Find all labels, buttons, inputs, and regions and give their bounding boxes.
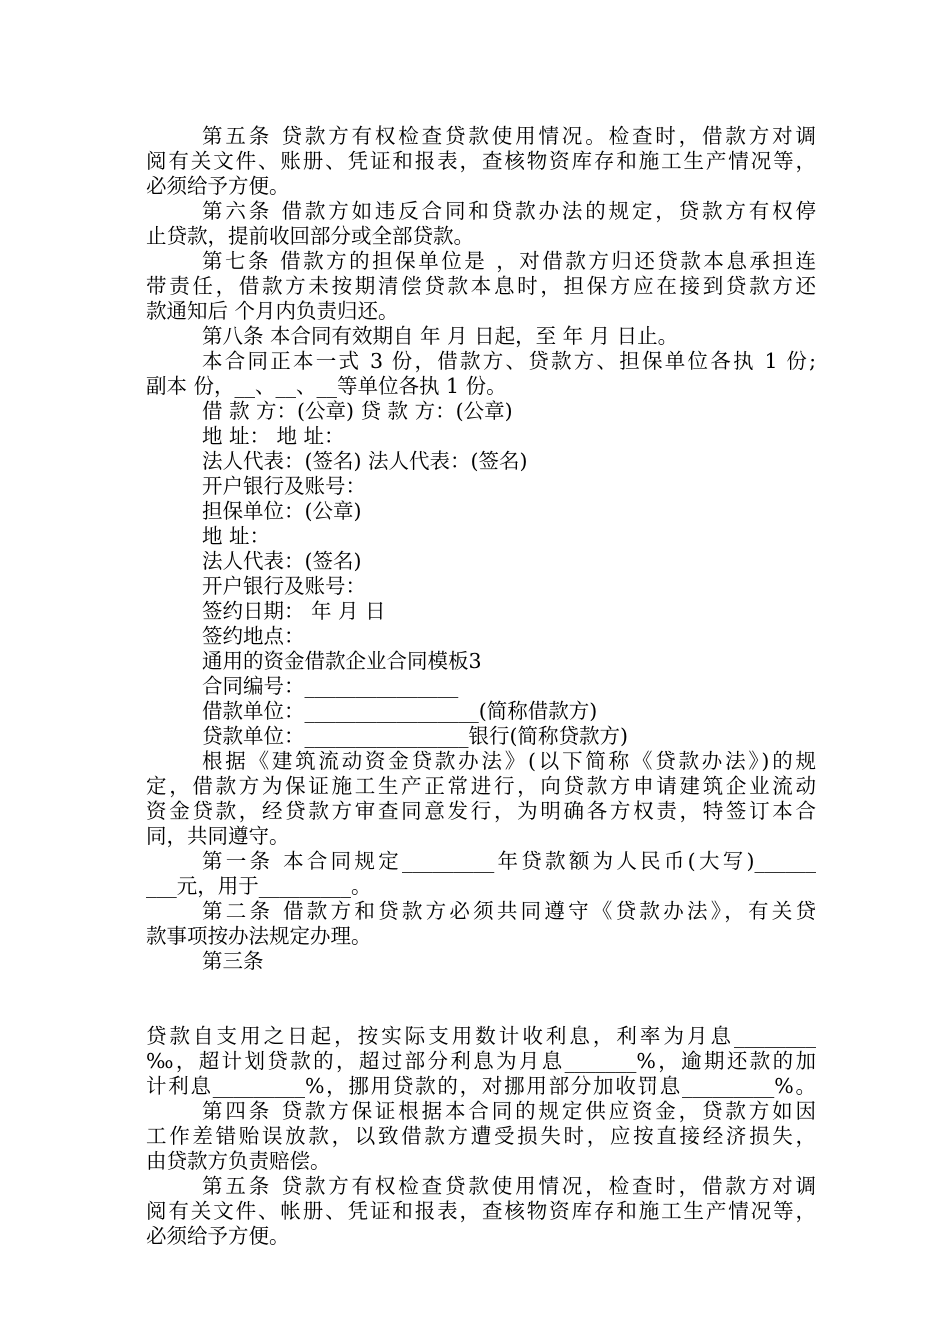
text-line: 合同编号：_______________ — [202, 674, 459, 698]
text-line: 阅有关文件、帐册、凭证和报表，查核物资库存和施工生产情况等， — [146, 1199, 816, 1223]
text-line: 第五条 贷款方有权检查贷款使用情况，检查时，借款方对调 — [202, 1174, 816, 1198]
text-line: 担保单位：(公章) — [202, 499, 362, 523]
text-line: 签约地点： — [202, 624, 305, 648]
text-line: 第八条 本合同有效期自 年 月 日起，至 年 月 日止。 — [202, 324, 679, 348]
text-line: 法人代表：(签名) 法人代表：(签名) — [202, 449, 528, 473]
text-line: 资金贷款，经贷款方审查同意发行，为明确各方权责，特签订本合 — [146, 799, 816, 823]
text-line: ‰，超计划贷款的，超过部分利息为月息_______%，逾期还款的加 — [146, 1049, 816, 1073]
text-line: 阅有关文件、账册、凭证和报表，查核物资库存和施工生产情况等， — [146, 149, 816, 173]
text-line: 计利息_________%，挪用贷款的，对挪用部分加收罚息_________%。 — [146, 1074, 816, 1098]
text-line: 副本 份，__、__、__等单位各执 1 份。 — [146, 374, 507, 398]
text-line: 地 址： 地 址： — [202, 424, 345, 448]
text-line: 带责任，借款方未按期清偿贷款本息时，担保方应在接到贷款方还 — [146, 274, 816, 298]
text-line: 款事项按办法规定办理。 — [146, 924, 372, 948]
text-line: 第七条 借款方的担保单位是 ，对借款方归还贷款本息承担连 — [202, 249, 816, 273]
text-line: 法人代表：(签名) — [202, 549, 362, 573]
text-line: ___元，用于_________。 — [146, 874, 372, 898]
text-line: 同，共同遵守。 — [146, 824, 290, 848]
text-line: 第六条 借款方如违反合同和贷款办法的规定，贷款方有权停 — [202, 199, 816, 223]
text-line: 第五条 贷款方有权检查贷款使用情况。检查时，借款方对调 — [202, 124, 816, 148]
text-line: 开户银行及账号： — [202, 574, 366, 598]
text-line: 根据《建筑流动资金贷款办法》(以下简称《贷款办法》)的规 — [202, 749, 816, 773]
text-line: 必须给予方便。 — [146, 1224, 290, 1248]
text-line: 工作差错贻误放款，以致借款方遭受损失时，应按直接经济损失， — [146, 1124, 816, 1148]
text-line: 开户银行及账号： — [202, 474, 366, 498]
text-line: 借款单位：_________________(简称借款方) — [202, 699, 598, 723]
text-line: 本合同正本一式 3 份，借款方、贷款方、担保单位各执 1 份; — [202, 349, 816, 373]
text-line: 贷款单位：________________银行(简称贷款方) — [202, 724, 628, 748]
text-line: 借 款 方：(公章) 贷 款 方：(公章) — [202, 399, 513, 423]
text-line: 贷款自支用之日起，按实际支用数计收利息，利率为月息________ — [146, 1024, 816, 1048]
text-line: 第三条 — [202, 949, 264, 973]
text-line: 由贷款方负责赔偿。 — [146, 1149, 331, 1173]
text-line: 款通知后 个月内负责归还。 — [146, 299, 399, 323]
section-heading: 通用的资金借款企业合同模板3 — [202, 649, 482, 673]
text-line: 止贷款，提前收回部分或全部贷款。 — [146, 224, 474, 248]
text-line: 第二条 借款方和贷款方必须共同遵守《贷款办法》，有关贷 — [202, 899, 816, 923]
text-line: 第四条 贷款方保证根据本合同的规定供应资金，贷款方如因 — [202, 1099, 816, 1123]
text-line: 地 址： — [202, 524, 271, 548]
text-line: 定，借款方为保证施工生产正常进行，向贷款方申请建筑企业流动 — [146, 774, 816, 798]
text-line: 签约日期： 年 月 日 — [202, 599, 386, 623]
text-line: 第一条 本合同规定_________年贷款额为人民币(大写)______ — [202, 849, 816, 873]
text-line: 必须给予方便。 — [146, 174, 290, 198]
